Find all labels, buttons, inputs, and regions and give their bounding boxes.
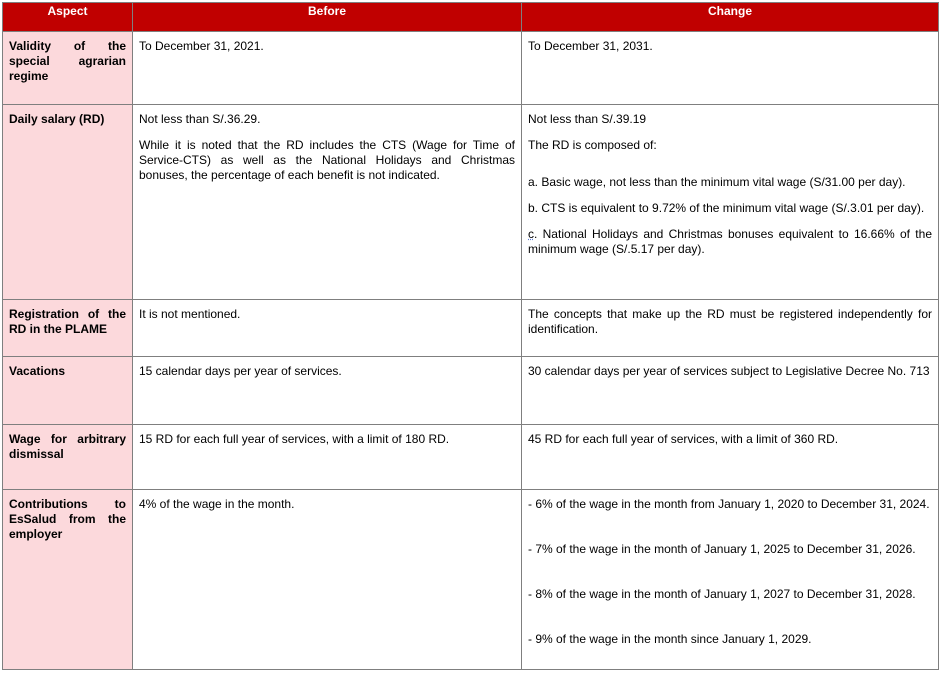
change-cell: To December 31, 2031. [522,32,939,105]
aspect-cell: Contributions to EsSalud from the employer [3,490,133,670]
change-cell: The concepts that make up the RD must be registered independently for identification. [522,300,939,357]
change-cell: Not less than S/.39.19 The RD is composed of: a. Basic wage, not less than the minimum vital wage (S/31.00 per day). b. CTS is equivalent to 9.72% of the minimum vital wage (S/.3.01 per day). c. National Holidays and Christmas bonuses equivalent to 16.66% of the minimum wage (S/.5.17 per day). [522,105,939,300]
before-cell: 15 RD for each full year of services, with a limit of 180 RD. [133,425,522,490]
before-cell: Not less than S/.36.29. While it is noted that the RD includes the CTS (Wage for Time of Service-CTS) as well as the National Holidays and Christmas bonuses, the percentage of each benefit is not indicated. [133,105,522,300]
before-cell: To December 31, 2021. [133,32,522,105]
header-before: Before [133,3,522,32]
change-cell: - 6% of the wage in the month from January 1, 2020 to December 31, 2024. - 7% of the wage in the month of January 1, 2025 to December 31, 2026. - 8% of the wage in the month of January 1, 2027 to December 31, 2028. - 9% of the wage in the month since January 1, 2029. [522,490,939,670]
comparison-table [2,2,939,670]
aspect-cell: Validity of the special agrarian regime [3,32,133,105]
table-row [3,32,939,105]
aspect-cell: Wage for arbitrary dismissal [3,425,133,490]
table-row [3,490,939,670]
aspect-cell: Daily salary (RD) [3,105,133,300]
header-aspect: Aspect [3,3,133,32]
before-cell: 15 calendar days per year of services. [133,357,522,425]
table-row [3,300,939,357]
before-cell: 4% of the wage in the month. [133,490,522,670]
table-row [3,425,939,490]
table-row [3,357,939,425]
aspect-cell: Registration of the RD in the PLAME [3,300,133,357]
header-change: Change [522,3,939,32]
list-marker: c [528,227,534,241]
header-row [3,3,939,32]
aspect-cell: Vacations [3,357,133,425]
change-cell: 45 RD for each full year of services, with a limit of 360 RD. [522,425,939,490]
before-cell: It is not mentioned. [133,300,522,357]
change-cell: 30 calendar days per year of services subject to Legislative Decree No. 713 [522,357,939,425]
table-row [3,105,939,300]
